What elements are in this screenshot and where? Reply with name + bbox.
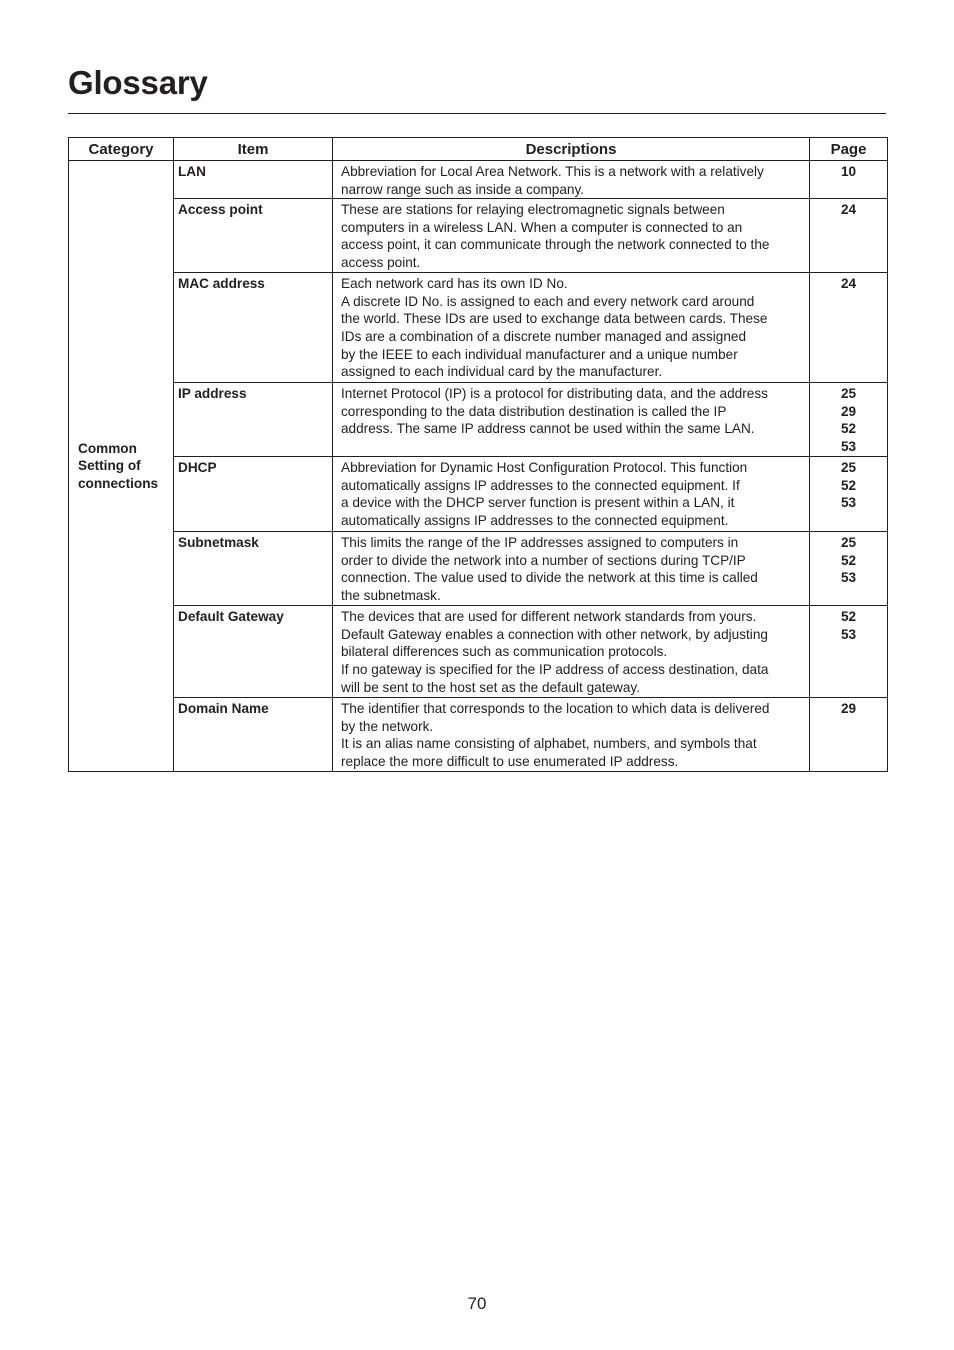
- description-cell: [333, 698, 810, 772]
- description-line: automatically assigns IP addresses to the connected equipment. If: [341, 477, 740, 493]
- header-page: Page: [810, 138, 888, 161]
- description-line: The identifier that corresponds to the location to which data is delivered: [341, 701, 770, 717]
- category-label-line: Common: [78, 440, 137, 456]
- item-cell: MAC address: [174, 273, 333, 383]
- table-row: [69, 273, 888, 383]
- item-cell: IP address: [174, 383, 333, 457]
- page-cell: [810, 273, 888, 383]
- item-cell: Access point: [174, 199, 333, 273]
- page-cell: [810, 199, 888, 273]
- page-reference: 24: [840, 202, 857, 218]
- header-descriptions: Descriptions: [333, 138, 810, 161]
- header-category: Category: [69, 138, 174, 161]
- description-line: access point.: [341, 254, 421, 270]
- description-line: by the network.: [341, 718, 434, 734]
- description-line: A discrete ID No. is assigned to each and every network card around: [341, 293, 755, 309]
- description-line: It is an alias name consisting of alphabet, numbers, and symbols that: [341, 736, 757, 752]
- description-line: computers in a wireless LAN. When a computer is connected to an: [341, 219, 743, 235]
- description-line: If no gateway is specified for the IP address of access destination, data: [341, 661, 769, 677]
- header-item: Item: [174, 138, 333, 161]
- item-cell: Subnetmask: [174, 532, 333, 606]
- page-reference: 53: [840, 626, 857, 642]
- page-reference: 53: [840, 495, 857, 511]
- page-reference: 29: [840, 701, 857, 717]
- page-reference: 29: [840, 403, 857, 419]
- description-cell: [333, 199, 810, 273]
- page-cell: [810, 698, 888, 772]
- description-line: This limits the range of the IP addresses assigned to computers in: [341, 535, 739, 551]
- description-line: These are stations for relaying electromagnetic signals between: [341, 202, 725, 218]
- description-line: access point, it can communicate through the network connected to the: [341, 237, 770, 253]
- page-reference: 52: [840, 609, 857, 625]
- item-cell: Default Gateway: [174, 606, 333, 698]
- description-line: bilateral differences such as communication protocols.: [341, 644, 668, 660]
- description-line: Default Gateway enables a connection with other network, by adjusting: [341, 626, 768, 642]
- description-line: assigned to each individual card by the manufacturer.: [341, 364, 663, 380]
- description-line: address. The same IP address cannot be used within the same LAN.: [341, 421, 755, 437]
- page-cell: [810, 457, 888, 532]
- table-row: [69, 532, 888, 606]
- page-reference: 25: [840, 535, 857, 551]
- description-cell: [333, 606, 810, 698]
- page-reference: 53: [840, 570, 857, 586]
- table-header-row: [69, 138, 888, 161]
- page-cell: [810, 606, 888, 698]
- glossary-table: [68, 137, 888, 772]
- item-cell: DHCP: [174, 457, 333, 532]
- category-label-line: Setting of: [78, 458, 141, 474]
- item-cell: LAN: [174, 161, 333, 199]
- page-cell: [810, 161, 888, 199]
- description-cell: [333, 457, 810, 532]
- description-line: automatically assigns IP addresses to the connected equipment.: [341, 512, 729, 528]
- page-reference: 53: [840, 438, 857, 454]
- description-line: order to divide the network into a number of sections during TCP/IP: [341, 552, 746, 568]
- glossary-body: [69, 161, 888, 772]
- description-line: narrow range such as inside a company.: [341, 181, 585, 197]
- description-line: Internet Protocol (IP) is a protocol for distributing data, and the address: [341, 386, 768, 402]
- description-cell: [333, 161, 810, 199]
- table-row: [69, 457, 888, 532]
- table-row: [69, 161, 888, 199]
- category-cell: [69, 161, 174, 772]
- page-reference: 52: [840, 421, 857, 437]
- description-line: connection. The value used to divide the network at this time is called: [341, 570, 758, 586]
- table-row: [69, 383, 888, 457]
- title-divider: [68, 113, 886, 114]
- description-cell: [333, 273, 810, 383]
- description-cell: [333, 532, 810, 606]
- description-line: Abbreviation for Local Area Network. This is a network with a relatively: [341, 164, 764, 179]
- page-reference: 10: [840, 164, 857, 179]
- description-line: The devices that are used for different network standards from yours.: [341, 609, 757, 625]
- description-line: will be sent to the host set as the default gateway.: [341, 679, 640, 695]
- description-line: a device with the DHCP server function is present within a LAN, it: [341, 495, 735, 511]
- description-line: the subnetmask.: [341, 587, 441, 603]
- description-line: by the IEEE to each individual manufacturer and a unique number: [341, 346, 738, 362]
- page-title: Glossary: [68, 64, 208, 101]
- page-reference: 24: [840, 276, 857, 292]
- page-reference: 52: [840, 477, 857, 493]
- item-cell: Domain Name: [174, 698, 333, 772]
- page-number: 70: [467, 1294, 487, 1313]
- description-line: Abbreviation for Dynamic Host Configuration Protocol. This function: [341, 460, 748, 476]
- description-line: replace the more difficult to use enumerated IP address.: [341, 753, 679, 769]
- category-label-line: connections: [78, 475, 159, 491]
- description-line: corresponding to the data distribution destination is called the IP: [341, 403, 727, 419]
- page-cell: [810, 532, 888, 606]
- table-row: [69, 199, 888, 273]
- page-reference: 25: [840, 460, 857, 476]
- description-line: the world. These IDs are used to exchange data between cards. These: [341, 311, 768, 327]
- description-cell: [333, 383, 810, 457]
- page-reference: 52: [840, 552, 857, 568]
- table-row: [69, 698, 888, 772]
- table-row: [69, 606, 888, 698]
- page-cell: [810, 383, 888, 457]
- description-line: IDs are a combination of a discrete number managed and assigned: [341, 328, 747, 344]
- page-reference: 25: [840, 386, 857, 402]
- description-line: Each network card has its own ID No.: [341, 276, 568, 292]
